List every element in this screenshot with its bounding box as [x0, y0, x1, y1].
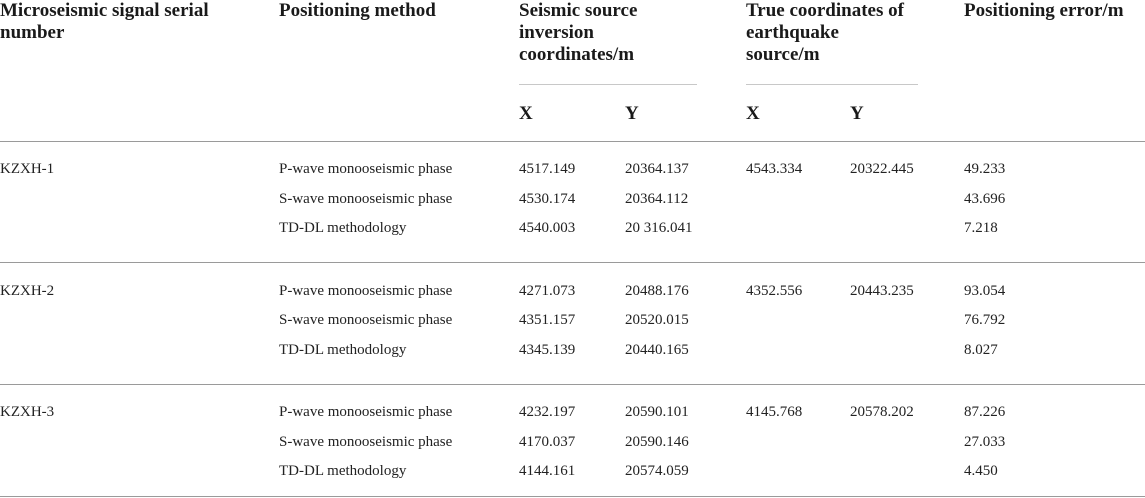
positioning-error: 49.233 [964, 161, 1006, 177]
inversion-y: 20488.176 [625, 283, 689, 299]
header-positioning-method: Positioning method [279, 0, 436, 21]
inversion-x: 4232.197 [519, 404, 576, 420]
positioning-method: TD-DL methodology [279, 220, 407, 236]
table-bottom-rule [0, 496, 1145, 497]
positioning-error: 8.027 [964, 342, 998, 358]
true-coordinate-y: 20443.235 [850, 283, 914, 299]
inversion-x: 4530.174 [519, 191, 576, 207]
positioning-error: 7.218 [964, 220, 998, 236]
inversion-y: 20590.146 [625, 434, 689, 450]
positioning-error: 43.696 [964, 191, 1006, 207]
positioning-method: S-wave monooseismic phase [279, 312, 453, 328]
group-divider [0, 262, 1145, 263]
header-inversion-coordinates: Seismic source inversion coordinates/m [519, 0, 638, 65]
positioning-error: 87.226 [964, 404, 1006, 420]
positioning-error: 27.033 [964, 434, 1006, 450]
signal-serial-number: KZXH-2 [0, 283, 55, 299]
subheader-true-x: X [746, 103, 760, 124]
true-coordinate-y: 20578.202 [850, 404, 914, 420]
header-true-underline [746, 84, 918, 85]
positioning-error: 4.450 [964, 463, 998, 479]
positioning-method: S-wave monooseismic phase [279, 191, 453, 207]
inversion-x: 4144.161 [519, 463, 576, 479]
header-positioning-error: Positioning error/m [964, 0, 1124, 21]
subheader-true-y: Y [850, 103, 864, 124]
header-bottom-rule [0, 141, 1145, 142]
inversion-y: 20574.059 [625, 463, 689, 479]
inversion-x: 4540.003 [519, 220, 576, 236]
header-true-coordinates: True coordinates of earthquake source/m [746, 0, 904, 65]
inversion-y: 20590.101 [625, 404, 689, 420]
inversion-x: 4351.157 [519, 312, 576, 328]
true-coordinate-y: 20322.445 [850, 161, 914, 177]
inversion-y: 20364.112 [625, 191, 689, 207]
inversion-y: 20 316.041 [625, 220, 693, 236]
signal-serial-number: KZXH-3 [0, 404, 55, 420]
positioning-method: S-wave monooseismic phase [279, 434, 453, 450]
positioning-method: P-wave monooseismic phase [279, 404, 453, 420]
inversion-x: 4271.073 [519, 283, 576, 299]
positioning-method: TD-DL methodology [279, 342, 407, 358]
header-inversion-underline [519, 84, 697, 85]
group-divider [0, 384, 1145, 385]
inversion-y: 20440.165 [625, 342, 689, 358]
true-coordinate-x: 4352.556 [746, 283, 803, 299]
inversion-y: 20364.137 [625, 161, 689, 177]
header-signal-serial-number: Microseismic signal serial number [0, 0, 209, 43]
signal-serial-number: KZXH-1 [0, 161, 55, 177]
inversion-x: 4517.149 [519, 161, 576, 177]
positioning-method: P-wave monooseismic phase [279, 283, 453, 299]
positioning-error: 93.054 [964, 283, 1006, 299]
positioning-method: TD-DL methodology [279, 463, 407, 479]
true-coordinate-x: 4543.334 [746, 161, 803, 177]
true-coordinate-x: 4145.768 [746, 404, 803, 420]
inversion-x: 4170.037 [519, 434, 576, 450]
positioning-error: 76.792 [964, 312, 1006, 328]
positioning-method: P-wave monooseismic phase [279, 161, 453, 177]
inversion-y: 20520.015 [625, 312, 689, 328]
subheader-inversion-y: Y [625, 103, 639, 124]
subheader-inversion-x: X [519, 103, 533, 124]
inversion-x: 4345.139 [519, 342, 576, 358]
